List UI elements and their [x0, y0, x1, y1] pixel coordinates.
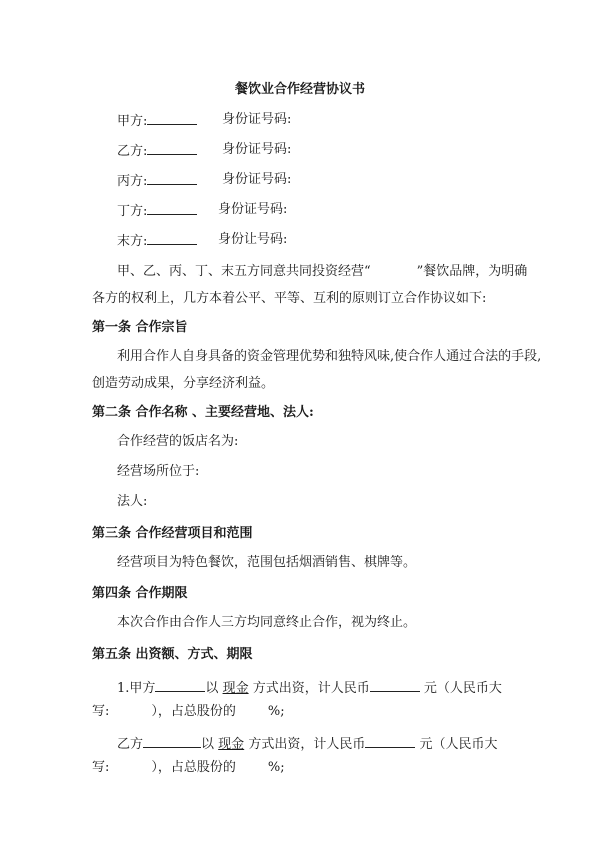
party-line-bing	[117, 172, 197, 190]
amount-blank	[365, 735, 415, 748]
party-label: 甲方:	[117, 114, 148, 129]
party-name-blank	[147, 142, 197, 155]
party-line-ding	[117, 202, 197, 220]
article-4-heading: 第四条 合作期限	[92, 586, 188, 601]
id-number-label: 身份让号码:	[218, 232, 288, 247]
article-3-heading: 第三条 合作经营项目和范围	[92, 526, 253, 541]
article-1-line-2: 创造劳动成果，分享经济利益。	[92, 376, 275, 391]
party-name-blank	[147, 232, 197, 245]
party-line-jia	[117, 112, 197, 130]
party-line-mo	[117, 232, 197, 250]
article-4-line-1: 本次合作由合作人三方均同意终止合作，视为终止。	[117, 615, 417, 630]
party-label: 丁方:	[117, 204, 148, 219]
cash-method: 现金	[218, 737, 245, 752]
investment-line-jia: 1.甲方 以 现金 方式出资，计人民币 元（人民币大	[117, 681, 502, 696]
id-number-label: 身份证号码:	[222, 172, 292, 187]
party-name-blank	[147, 202, 197, 215]
id-number-label: 身份证号码:	[222, 142, 292, 157]
document-title: 餐饮业合作经营协议书	[234, 82, 365, 97]
article-2-heading: 第二条 合作名称 、主要经营地、法人:	[92, 405, 314, 420]
intro-line-1: 甲、乙、丙、丁、末五方同意共同投资经营“ ”餐饮品牌，为明确	[117, 264, 528, 279]
party-name-blank	[147, 172, 197, 185]
restaurant-name-label: 合作经营的饭店名为:	[117, 434, 239, 449]
party-label: 乙方:	[117, 144, 148, 159]
article-1-heading: 第一条 合作宗旨	[92, 320, 188, 335]
business-location-label: 经营场所位于:	[117, 464, 200, 479]
intro-line-2: 各方的权利上，几方本着公平、平等、互利的原则订立合作协议如下:	[92, 291, 487, 306]
party-line-yi	[117, 142, 197, 160]
id-number-label: 身份证号码:	[222, 112, 292, 127]
investor-blank	[155, 679, 205, 692]
investment-line-yi-cont: 写: ），占总股份的 %;	[92, 760, 285, 775]
investment-line-yi: 乙方 以 现金 方式出资，计人民币 元（人民币大	[117, 737, 498, 752]
article-3-line-1: 经营项目为特色餐饮，范围包括烟酒销售、棋牌等。	[117, 555, 417, 570]
cash-method: 现金	[222, 681, 249, 696]
investment-line-jia-cont: 写: ），占总股份的 %;	[92, 704, 285, 719]
party-label: 末方:	[117, 234, 148, 249]
id-number-label: 身份证号码:	[218, 202, 288, 217]
investor-blank	[143, 735, 201, 748]
legal-person-label: 法人:	[117, 494, 148, 509]
article-5-heading: 第五条 出资额、方式、期限	[92, 647, 253, 662]
amount-blank	[370, 679, 420, 692]
party-name-blank	[147, 112, 197, 125]
party-label: 丙方:	[117, 174, 148, 189]
article-1-line-1: 利用合作人自身具备的资金管理优势和独特风味,使合作人通过合法的手段,	[117, 349, 542, 364]
